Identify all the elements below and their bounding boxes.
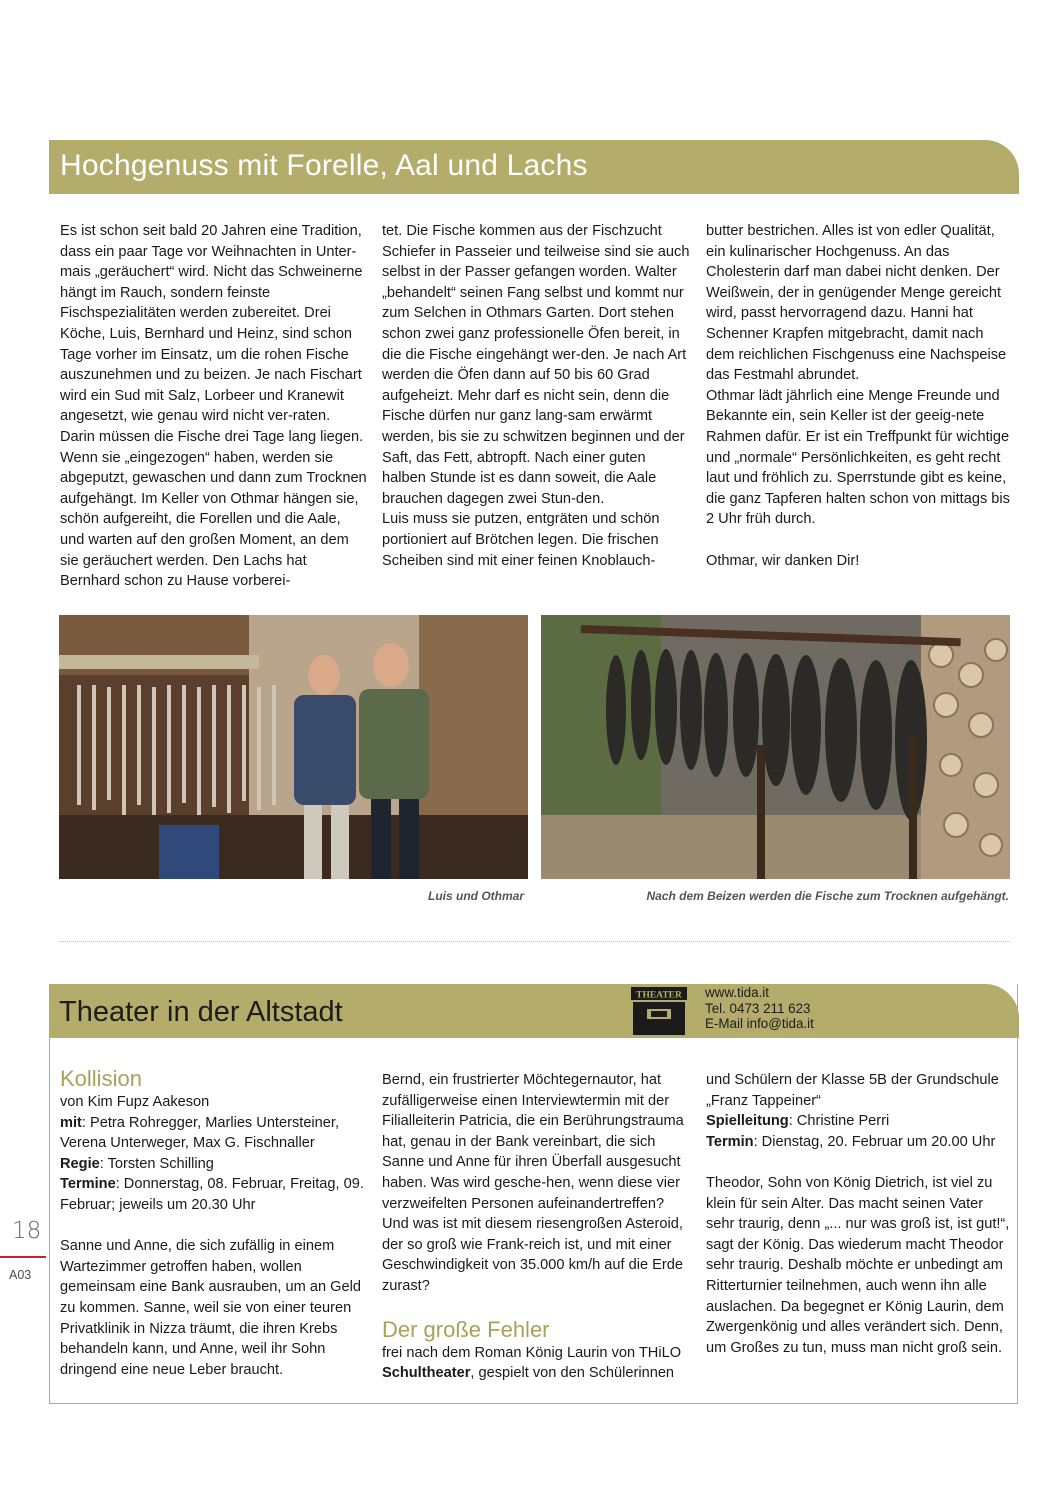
page-number: 18	[12, 1218, 42, 1244]
play-author: von Kim Fupz Aakeson	[60, 1094, 210, 1110]
paragraph: Luis muss sie putzen, entgräten und schön portioniert auf Brötchen legen. Die frischen Scheiben sind mit einer feinen Knoblauch-	[382, 511, 660, 569]
photo-fish-drying	[541, 615, 1010, 879]
play-source: frei nach dem Roman König Laurin von THiLO	[382, 1344, 682, 1361]
paragraph: Bernd, ein frustrierter Möchtegernautor, hat zufälligerweise einen Interviewtermin mit der Filialleiterin Patricia, die ein Berührungstrauma hat, genau in der Bank vereinbart, die sich Sanne und Anne für ihren Überfall ausgesucht haben. Was wird gesche-hen, wenn diese vier verzweifelten Personen aufeinandertreffen? Und was ist mit diesem riesengroßen Asteroid, der so groß wie Frank-reich ist, und mit einer Geschwindigkeit von 35.000 km/h auf die Erde zurast?	[382, 1072, 684, 1294]
paragraph: butter bestrichen. Alles ist von edler Qualität, ein kulinarischer Hochgenuss. An das Cholesterin darf man dabei nicht denken. Der Weißwein, der in genügender Menge gereicht wird, passt hervorragend dazu. Hanni hat Schenner Krapfen mitgebracht, damit nach dem reichlichen Fischgenuss eine Nachspeise das Festmahl abrundet.	[706, 223, 1007, 384]
play-title: Der große Fehler	[382, 1316, 550, 1342]
article-header-banner	[49, 140, 1019, 194]
article-title: Hochgenuss mit Forelle, Aal und Lachs	[60, 149, 588, 182]
phone-number: Tel. 0473 211 623	[705, 1000, 811, 1016]
play-date: Termin: Dienstag, 20. Februar um 20.00 Uhr	[706, 1133, 996, 1150]
article-column-1	[60, 221, 368, 592]
svg-text:THEATER: THEATER	[636, 990, 682, 1001]
theater-column-1	[60, 1066, 370, 1380]
paragraph: Othmar lädt jährlich eine Menge Freunde und Bekannte ein, sein Keller ist der geeig-nete Rahmen dafür. Er ist ein Treffpunkt für wichtige und „normale“ Persönlichkeiten, es geht recht laut und fröhlich zu. Sperrstunde gibt es keine, die ganz Tapferen halten schon von mittags bis 2 Uhr früh durch.	[706, 387, 1010, 528]
article-column-2	[382, 221, 690, 571]
page-marker-line	[0, 1256, 46, 1258]
paragraph-closing: Othmar, wir danken Dir!	[706, 552, 860, 569]
photo-cellar-luis-othmar	[59, 615, 528, 879]
paragraph: Es ist schon seit bald 20 Jahren eine Tradition, dass ein paar Tage vor Weihnachten in Unter-mais „geräuchert“ wird. Nicht das Schweinerne hängt im Rauch, sondern feinste Fischspezialitäten werden zubereitet. Drei Köche, Luis, Bernhard und Heinz, sind schon Tage vorher im Einsatz, um die rohen Fische auszunehmen und zu beizen. Je nach Fischart wird ein Sud mit Salz, Lorbeer und Kranewit angesetzt, wie genau wird nicht ver-raten. Darin müssen die Fische drei Tage lang liegen. Wenn sie „eingezogen“ haben, werden sie abgeputzt, gewaschen und dann zum Trocknen aufgehängt. Im Keller von Othmar hängen sie, schön aufgereiht, die Forellen und die Aale, und warten auf den großen Moment, an dem sie geräuchert werden. Den Lachs hat Bernhard schon zu Hause vorberei-	[60, 223, 367, 590]
play-director: Regie: Torsten Schilling	[60, 1155, 214, 1172]
article-title: Theater in der Altstadt	[59, 996, 343, 1028]
website-link[interactable]: www.tida.it	[705, 985, 769, 1000]
play-lead: Spielleitung: Christine Perri	[706, 1113, 890, 1130]
play-title: Kollision	[60, 1066, 142, 1091]
paragraph: Theodor, Sohn von König Dietrich, ist viel zu klein für sein Alter. Das macht seinen Vater sehr traurig, denn „... nur was groß ist, ist gut!“, sagt der König. Das wiederum macht Theodor sehr traurig. Deshalb möchte er unbedingt am Ritterturnier teilnehmen, auch wenn ihn alle auslachen. Da begegnet er König Laurin, dem Zwergenkönig und alles verändert sich. Denn, um Großes zu tun, muss man nicht groß sein.	[706, 1174, 1010, 1356]
email-link[interactable]: E-Mail info@tida.it	[705, 1016, 814, 1032]
page-code: A03	[9, 1268, 32, 1282]
play-school: Schultheater, gespielt von den Schülerinnen	[382, 1365, 675, 1382]
theater-column-3	[706, 1070, 1011, 1358]
article-column-3	[706, 221, 1014, 571]
theater-column-2	[382, 1070, 692, 1384]
play-cast: mit: Petra Rohregger, Marlies Untersteiner, Verena Unterweger, Max G. Fischnaller	[60, 1114, 340, 1152]
paragraph: und Schülern der Klasse 5B der Grundschule „Franz Tappeiner“	[706, 1072, 999, 1109]
paragraph: Sanne und Anne, die sich zufällig in einem Wartezimmer getroffen haben, wollen gemeinsam eine Bank ausrauben, um an Geld zu kommen. Sanne, weil sie von einer teuren Privatklinik in Nizza träumt, die ihren Krebs behandeln kann, und Anne, weil ihr Sohn dringend eine neue Leber braucht.	[60, 1238, 361, 1378]
photo-caption: Nach dem Beizen werden die Fische zum Trocknen aufgehängt.	[646, 889, 1009, 903]
paragraph: tet. Die Fische kommen aus der Fischzucht Schiefer in Passeier und teilweise sind sie auch selbst in der Passer gefangen worden. Walter „behandelt“ seinen Fang selbst und kommt nur zum Selchen in Othmars Garten. Dort stehen schon zwei ganz professionelle Öfen bereit, in die die Fische eingehängt wer-den. Je nach Art werden die Öfen dann auf 50 bis 60 Grad aufgeheizt. Mehr darf es nicht sein, denn die Fische dürfen nur ganz lang-sam erwärmt werden, bis sie zu schwitzen beginnen und der Saft, das Fett, abtropft. Nach einer guten halben Stunde ist es dann soweit, die Aale brauchen dagegen zwei Stun-den.	[382, 223, 690, 507]
section-divider	[59, 941, 1010, 942]
article-header-banner	[49, 984, 1019, 1038]
play-dates: Termine: Donnerstag, 08. Februar, Freitag, 09. Februar; jeweils um 20.30 Uhr	[60, 1176, 364, 1213]
theater-logo	[631, 987, 687, 1035]
photo-caption: Luis und Othmar	[428, 889, 524, 903]
contact-info	[705, 985, 814, 1032]
